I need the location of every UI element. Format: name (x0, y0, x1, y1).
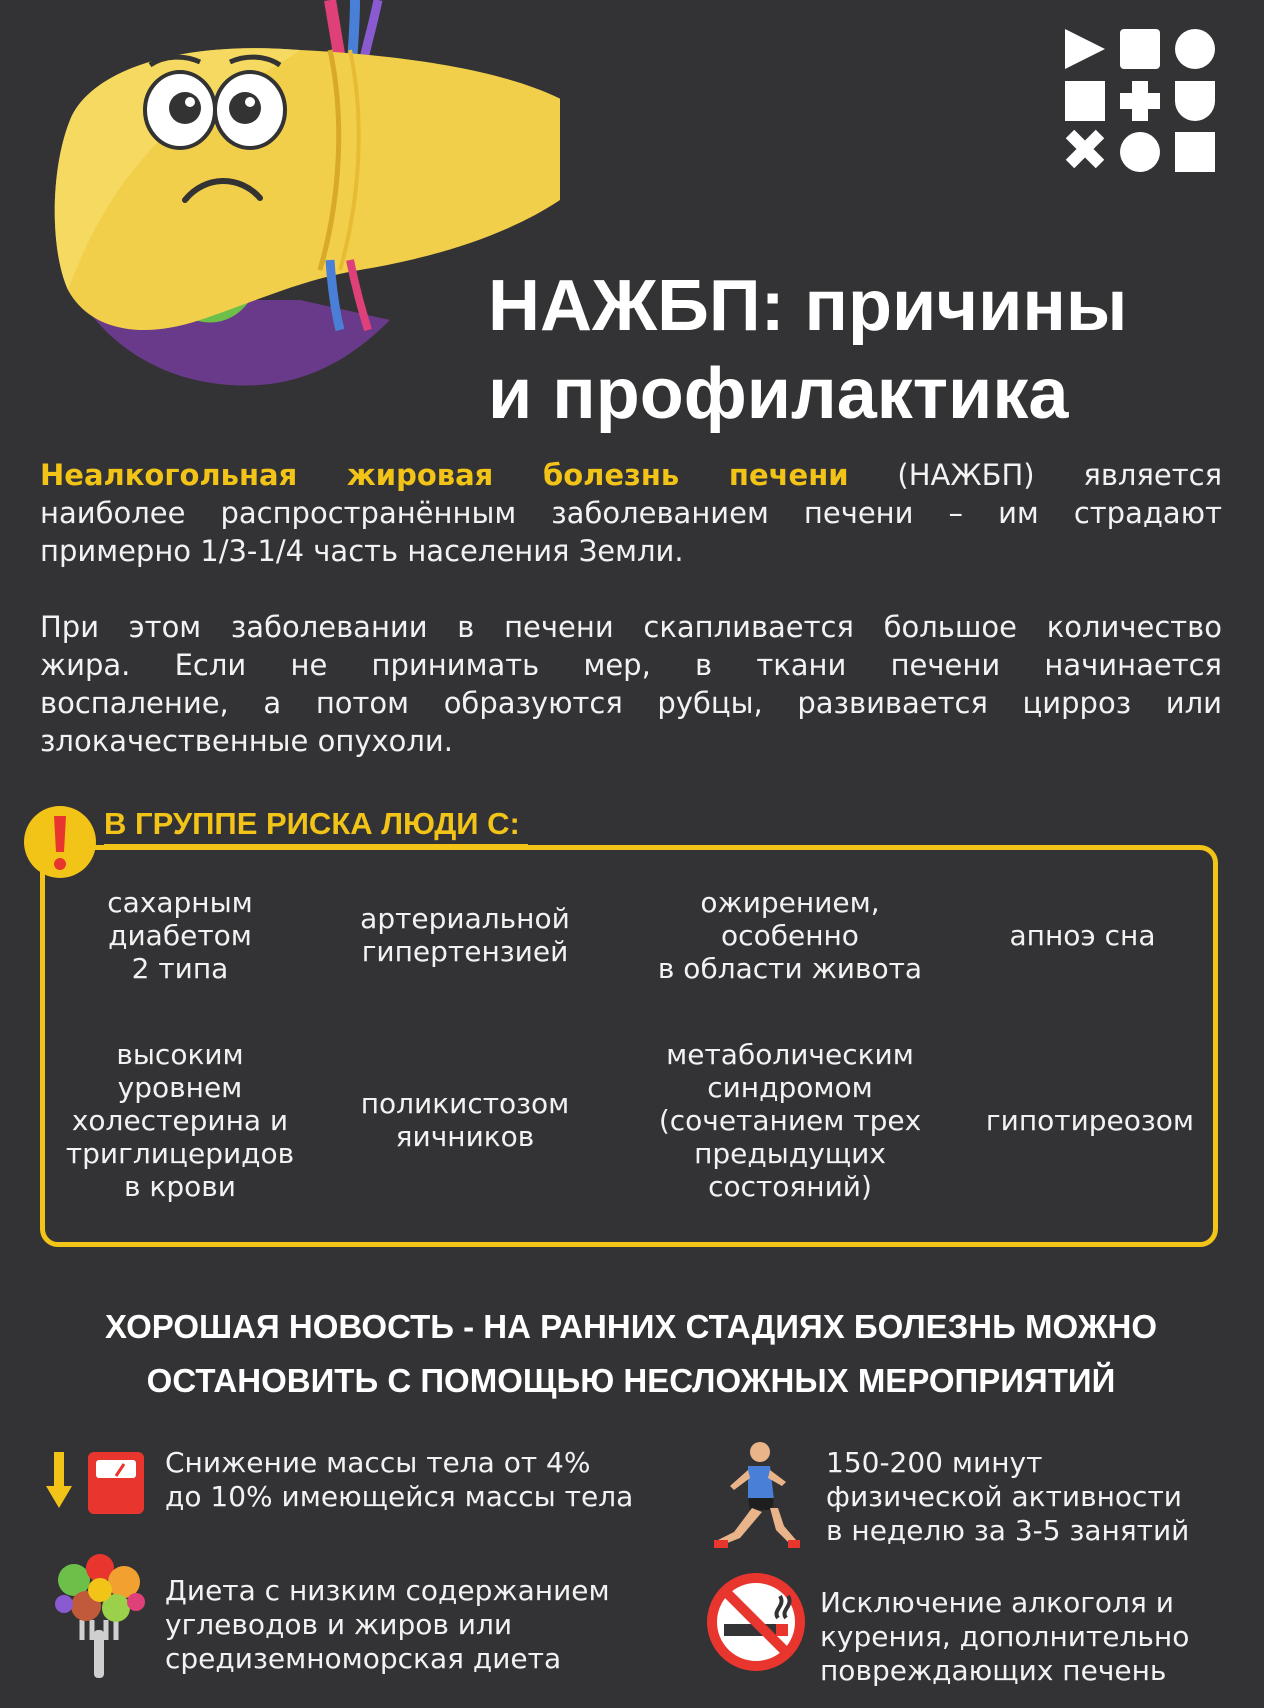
page-title-line: и профилактика (488, 354, 1069, 434)
tip-physical-activity: 150-200 минут физической активности в неделю за 3-5 занятий (826, 1446, 1190, 1547)
description-line: злокачественные опухоли. (40, 724, 453, 758)
risk-item: высоким уровнем холестерина и триглицеридов в крови (65, 1037, 295, 1203)
sad-liver-illustration (0, 0, 560, 430)
page-title (488, 262, 1248, 438)
risk-item: гипотиреозом (985, 1103, 1195, 1137)
risk-item: артериальной гипертензией (360, 902, 570, 968)
risk-item: метаболическим синдромом (сочетанием трех предыдущих состояний) (658, 1037, 922, 1203)
runner-icon (712, 1440, 802, 1550)
healthy-food-icon (52, 1550, 147, 1680)
good-news-heading (40, 1300, 1222, 1408)
good-news-line: ОСТАНОВИТЬ С ПОМОЩЬЮ НЕСЛОЖНЫХ МЕРОПРИЯТИЙ (146, 1362, 1116, 1399)
intro-line-rest: (НАЖБП) является (897, 458, 1223, 492)
weight-scale-icon (46, 1448, 146, 1518)
intro-highlight: Неалкогольная жировая болезнь печени (40, 458, 849, 492)
risk-item: поликистозом яичников (360, 1087, 570, 1153)
description-line: жира. Если не принимать мер, в ткани печени начинается (40, 648, 1222, 682)
risk-item: ожирением, особенно в области живота (657, 885, 923, 985)
logo-icon (1060, 24, 1220, 179)
good-news-line: ХОРОШАЯ НОВОСТЬ - НА РАННИХ СТАДИЯХ БОЛЕЗНЬ МОЖНО (104, 1308, 1158, 1345)
tip-no-alcohol-smoking: Исключение алкоголя и курения, дополнительно повреждающих печень (820, 1586, 1190, 1687)
no-smoking-icon (706, 1572, 806, 1672)
tip-weight-loss: Снижение массы тела от 4% до 10% имеющейся массы тела (165, 1446, 634, 1513)
risk-item: апноэ сна (1009, 918, 1156, 952)
risk-item: сахарным диабетом 2 типа (107, 885, 253, 985)
intro-line: наиболее распространённым заболеванием печени – им страдают (40, 496, 1222, 530)
intro-line (40, 456, 1222, 494)
exclamation-icon (20, 802, 100, 882)
risk-group-heading: В ГРУППЕ РИСКА ЛЮДИ С: (104, 806, 528, 848)
description-line: воспаление, а потом образуются рубцы, развивается цирроз или (40, 686, 1222, 720)
description-line: При этом заболевании в печени скапливается большое количество (40, 610, 1222, 644)
page-title-line: НАЖБП: причины (488, 266, 1128, 346)
intro-paragraph (40, 456, 1222, 570)
tip-diet: Диета с низким содержанием углеводов и жиров или средиземноморская диета (165, 1574, 610, 1675)
intro-line: примерно 1/3-1/4 часть населения Земли. (40, 534, 684, 568)
description-paragraph (40, 608, 1222, 760)
